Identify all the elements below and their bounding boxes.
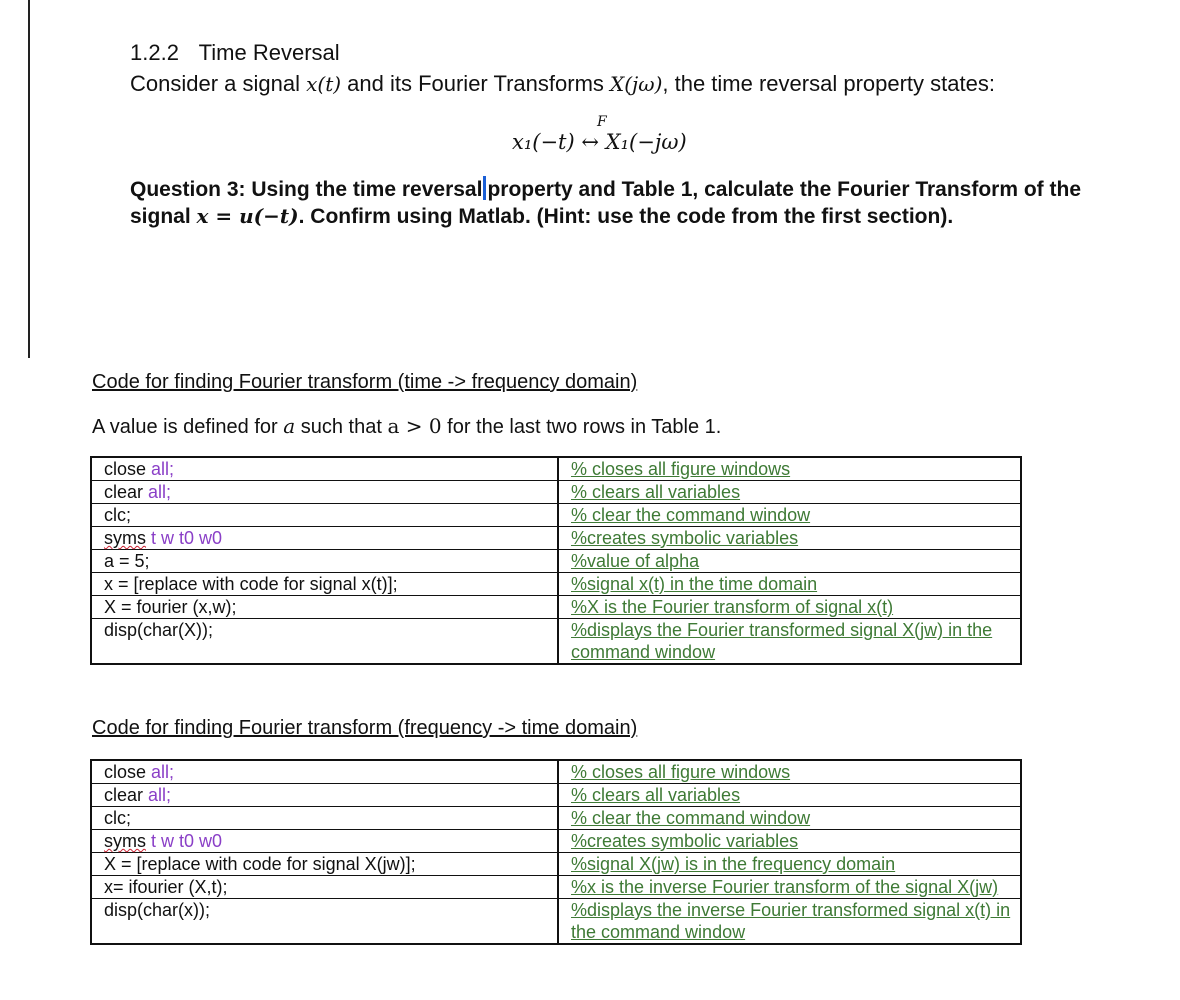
comment-cell: %creates symbolic variables	[558, 830, 1021, 853]
question-text: Question 3: Using the time reversal	[130, 178, 483, 201]
code-table-inverse	[90, 759, 1022, 945]
table-row	[91, 596, 1021, 619]
intro-text: Consider a signal	[130, 71, 307, 96]
code-cell: clc;	[91, 807, 558, 830]
code-cell: close all;	[91, 760, 558, 784]
table-row	[91, 619, 1021, 665]
question-math: x = u(−t)	[196, 204, 299, 228]
note-var: a	[283, 414, 296, 438]
equation-f-label: F	[597, 114, 607, 130]
comment-cell: %displays the Fourier transformed signal X(jw) in the command window	[558, 619, 1021, 665]
comment-cell: %X is the Fourier transform of signal x(t)	[558, 596, 1021, 619]
question-text: . Confirm using Matlab. (Hint: use the code from the first section).	[298, 205, 954, 228]
table-row	[91, 807, 1021, 830]
text-cursor	[483, 176, 486, 200]
intro-paragraph	[130, 71, 995, 97]
equation-lhs: x₁(−t)	[512, 130, 575, 154]
table-row	[91, 527, 1021, 550]
section-title-text: Time Reversal	[198, 40, 340, 65]
table-row	[91, 853, 1021, 876]
code-cell: X = [replace with code for signal X(jw)];	[91, 853, 558, 876]
intro-signal-math: x(t)	[306, 72, 342, 96]
code-cell: syms t w t0 w0	[91, 527, 558, 550]
code-cell: X = fourier (x,w);	[91, 596, 558, 619]
code-cell: disp(char(x));	[91, 899, 558, 945]
comment-cell: %x is the inverse Fourier transform of the signal X(jw)	[558, 876, 1021, 899]
code-cell: a = 5;	[91, 550, 558, 573]
comment-cell: % clears all variables	[558, 481, 1021, 504]
table-row	[91, 481, 1021, 504]
table-row	[91, 830, 1021, 853]
table-row	[91, 760, 1021, 784]
code-cell: clear all;	[91, 784, 558, 807]
equation-arrow: ↔	[581, 130, 599, 154]
equation-rhs: X₁(−jω)	[605, 130, 687, 154]
table-row	[91, 899, 1021, 945]
heading-frequency-to-time: Code for finding Fourier transform (frequency -> time domain)	[92, 717, 638, 739]
note-text: A value is defined for	[92, 416, 284, 438]
comment-cell: % clears all variables	[558, 784, 1021, 807]
table-row	[91, 504, 1021, 527]
table-row	[91, 573, 1021, 596]
table-row	[91, 876, 1021, 899]
section-title	[130, 40, 340, 66]
table-row	[91, 784, 1021, 807]
comment-cell: %value of alpha	[558, 550, 1021, 573]
code-table-forward	[90, 456, 1022, 665]
comment-cell: %creates symbolic variables	[558, 527, 1021, 550]
code-cell: disp(char(X));	[91, 619, 558, 665]
question-3	[130, 176, 1130, 230]
page-margin-line	[28, 0, 30, 358]
note-condition: a > 0	[387, 414, 442, 438]
comment-cell: % closes all figure windows	[558, 457, 1021, 481]
code-cell: clc;	[91, 504, 558, 527]
code-cell: syms t w t0 w0	[91, 830, 558, 853]
heading-time-to-frequency: Code for finding Fourier transform (time -> frequency domain)	[92, 371, 638, 393]
code-cell: clear all;	[91, 481, 558, 504]
intro-text: , the time reversal property states:	[662, 71, 995, 96]
table-row	[91, 457, 1021, 481]
comment-cell: %displays the inverse Fourier transformed signal x(t) in the command window	[558, 899, 1021, 945]
comment-cell: % closes all figure windows	[558, 760, 1021, 784]
comment-cell: % clear the command window	[558, 504, 1021, 527]
intro-transform-math: X(jω)	[610, 72, 663, 96]
intro-text: and its Fourier Transforms	[341, 71, 611, 96]
comment-cell: % clear the command window	[558, 807, 1021, 830]
comment-cell: %signal x(t) in the time domain	[558, 573, 1021, 596]
table-row	[91, 550, 1021, 573]
note-text: such that	[295, 416, 388, 438]
code-cell: x= ifourier (X,t);	[91, 876, 558, 899]
comment-cell: %signal X(jw) is in the frequency domain	[558, 853, 1021, 876]
code-cell: x = [replace with code for signal x(t)];	[91, 573, 558, 596]
note-text: for the last two rows in Table 1.	[441, 416, 722, 438]
alpha-note	[92, 414, 721, 439]
section-number: 1.2.2	[130, 40, 179, 65]
code-cell: close all;	[91, 457, 558, 481]
question-text: property and Table 1, calculate the Fourier Transform of the signal	[130, 178, 1082, 228]
